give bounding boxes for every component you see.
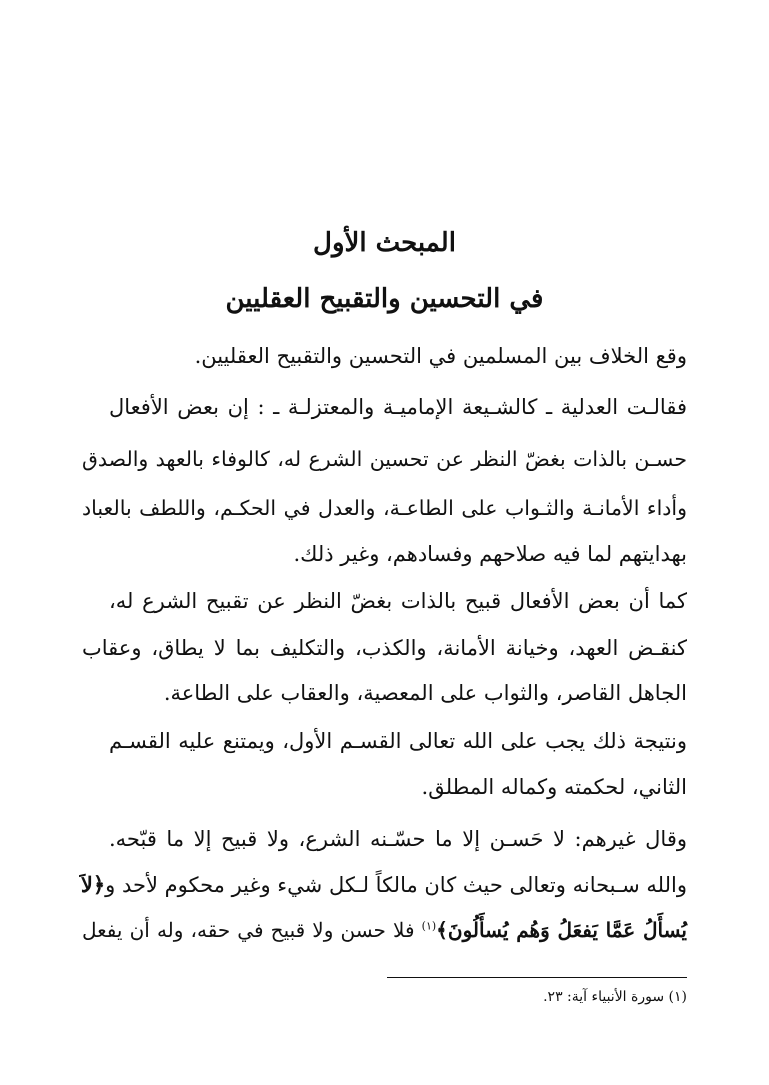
section-subtitle: في التحسين والتقبيح العقليين (225, 284, 544, 314)
paragraph-3-line-3: الجاهل القاصر، والثواب على المعصية، والعقاب على الطاعة. (163, 681, 687, 705)
paragraph-1-line-1: وقع الخلاف بين المسلمين في التحسين والتقبيح العقليين. (194, 344, 687, 368)
section-title: المبحث الأول (313, 228, 456, 258)
paragraph-3-line-2: كنقـض العهد، وخيانة الأمانة، والكذب، والتكليف بما لا يطاق، وعقاب (82, 636, 687, 660)
paragraph-3-line-1: كما أن بعض الأفعال قبيح بالذات بغضّ النظر عن تقبيح الشرع له، (109, 589, 687, 613)
paragraph-5-line-2-text: والله سـبحانه وتعالى حيث كان مالكاً لـكل شيء وغير محكوم لأحد و (105, 873, 687, 897)
paragraph-5-line-3-text: فلا حسن ولا قبيح في حقه، وله أن يفعل (82, 918, 422, 942)
paragraph-2-line-2: حسـن بالذات بغضّ النظر عن تحسين الشرع له، كالوفاء بالعهد والصدق (82, 447, 687, 471)
paragraph-5-line-1: وقال غيرهم: لا حَسـن إلا ما حسّـنه الشرع، ولا قبيح إلا ما قبّحه. (109, 827, 687, 851)
paragraph-2-line-3: وأداء الأمانـة والثـواب على الطاعـة، والعدل في الحكـم، واللطف بالعباد (82, 496, 687, 520)
paragraph-5-line-2 (82, 867, 687, 903)
footnote: (١) سورة الأنبياء آية: ٢٣. (543, 989, 687, 1005)
paragraph-5-line-3 (82, 912, 687, 948)
paragraph-4-line-2: الثاني، لحكمته وكماله المطلق. (421, 775, 687, 799)
footnote-reference: (١) (421, 919, 437, 933)
footnote-separator (387, 977, 687, 978)
paragraph-2-line-1: فقالـت العدلية ـ كالشـيعة الإماميـة والمعتزلـة ـ : إن بعض الأفعال (109, 395, 687, 419)
quran-verse: يُسأَلُ عَمَّا يَفعَلُ وَهُم يُسأَلُونَ﴾ (436, 918, 687, 942)
paragraph-4-line-1: ونتيجة ذلك يجب على الله تعالى القسـم الأول، ويمتنع عليه القسـم (109, 729, 687, 753)
quran-verse-start: ﴿لاَ (80, 872, 106, 897)
paragraph-2-line-4: بهدايتهم لما فيه صلاحهم وفسادهم، وغير ذلك. (293, 542, 687, 566)
